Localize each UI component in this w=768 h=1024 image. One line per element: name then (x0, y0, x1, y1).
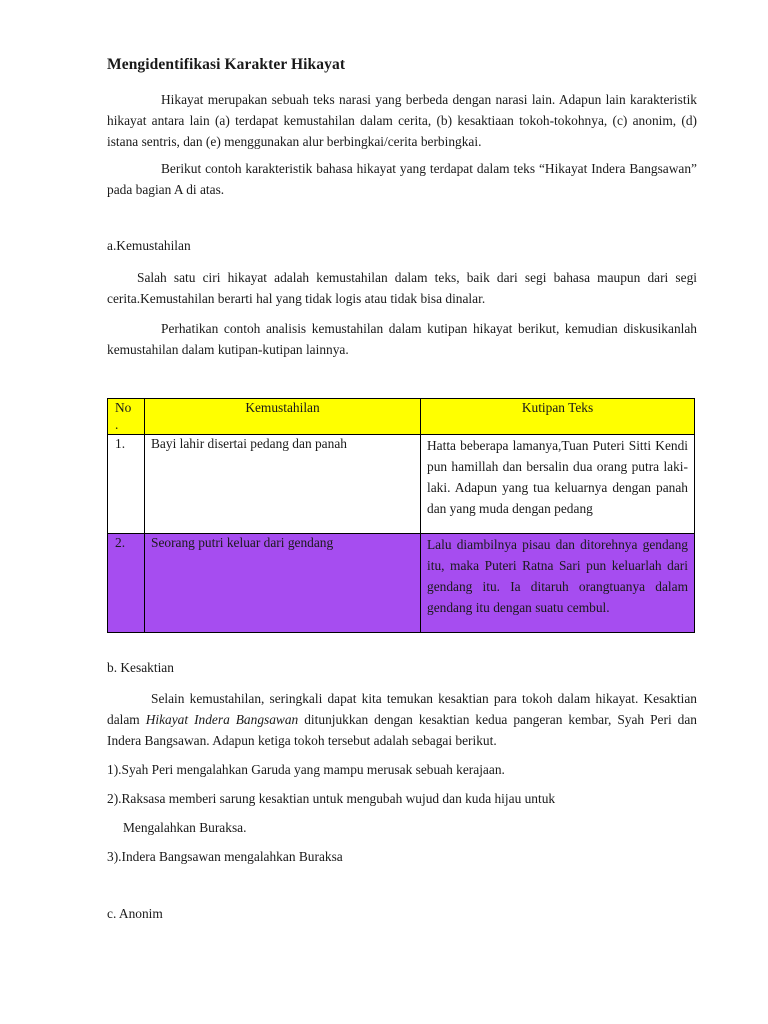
intro-paragraph-2: Berikut contoh karakteristik bahasa hikayat yang terdapat dalam teks “Hikayat Indera Bangsawan” pada bagian A di atas. (107, 161, 697, 197)
row-kutipan: Hatta beberapa lamanya,Tuan Puteri Sitti Kendi pun hamillah dan bersalin dua orang putra laki-laki. Adapun yang tua keluarnya dengan panah dan yang muda dengan pedang (421, 435, 695, 534)
table-row (108, 435, 695, 534)
list-item-continuation: Mengalahkan Buraksa. (123, 820, 247, 835)
section-b-heading: b. Kesaktian (107, 660, 174, 675)
intro-paragraph-1: Hikayat merupakan sebuah teks narasi yang berbeda dengan narasi lain. Adapun lain karakteristik hikayat antara lain (a) terdapat kemustahilan dalam cerita, (b) kesaktiaan tokoh-tokohnya, (c) anonim, (d) istana sentris, dan (e) menggunakan alur berbingkai/cerita berbingkai. (107, 92, 697, 149)
list-item: 2).Raksasa memberi sarung kesaktian untuk mengubah wujud dan kuda hijau untuk (107, 791, 556, 806)
page-title: Mengidentifikasi Karakter Hikayat (107, 56, 346, 73)
row-number: 1. (108, 435, 145, 534)
list-item: 1).Syah Peri mengalahkan Garuda yang mampu merusak sebuah kerajaan. (107, 762, 505, 777)
list-item: 3).Indera Bangsawan mengalahkan Buraksa (107, 849, 343, 864)
row-number: 2. (108, 534, 145, 633)
section-c-heading: c. Anonim (107, 906, 163, 921)
section-a-paragraph-1: Salah satu ciri hikayat adalah kemustahilan dalam teks, baik dari segi bahasa maupun dari segi cerita.Kemustahilan berarti hal yang tidak logis atau tidak bisa dinalar. (107, 270, 697, 306)
section-a-heading: a.Kemustahilan (107, 238, 191, 253)
kemustahilan-table (107, 398, 695, 633)
table-header-row (108, 399, 695, 435)
table-row (108, 534, 695, 633)
section-b-paragraph: Selain kemustahilan, seringkali dapat kita temukan kesaktian para tokoh dalam hikayat. Kesaktian dalam Hikayat Indera Bangsawan ditunjukkan dengan kesaktian kedua pangeran kembar, Syah Peri dan Indera Bangsawan. Adapun ketiga tokoh tersebut adalah sebagai berikut. (107, 691, 697, 748)
row-kutipan: Lalu diambilnya pisau dan ditorehnya gendang itu, maka Puteri Ratna Sari pun keluarlah dari gendang itu. Ia ditaruh orangtuanya dalam gendang itu dengan suatu cembul. (421, 534, 695, 633)
header-no: No . (108, 399, 145, 435)
row-kemustahilan: Seorang putri keluar dari gendang (145, 534, 421, 633)
row-kemustahilan: Bayi lahir disertai pedang dan panah (145, 435, 421, 534)
header-kutipan-teks: Kutipan Teks (421, 399, 695, 435)
hikayat-title-italic: Hikayat Indera Bangsawan (145, 712, 299, 727)
section-a-paragraph-2: Perhatikan contoh analisis kemustahilan dalam kutipan hikayat berikut, kemudian diskusikanlah kemustahilan dalam kutipan-kutipan lainnya. (107, 321, 697, 357)
header-kemustahilan: Kemustahilan (145, 399, 421, 435)
